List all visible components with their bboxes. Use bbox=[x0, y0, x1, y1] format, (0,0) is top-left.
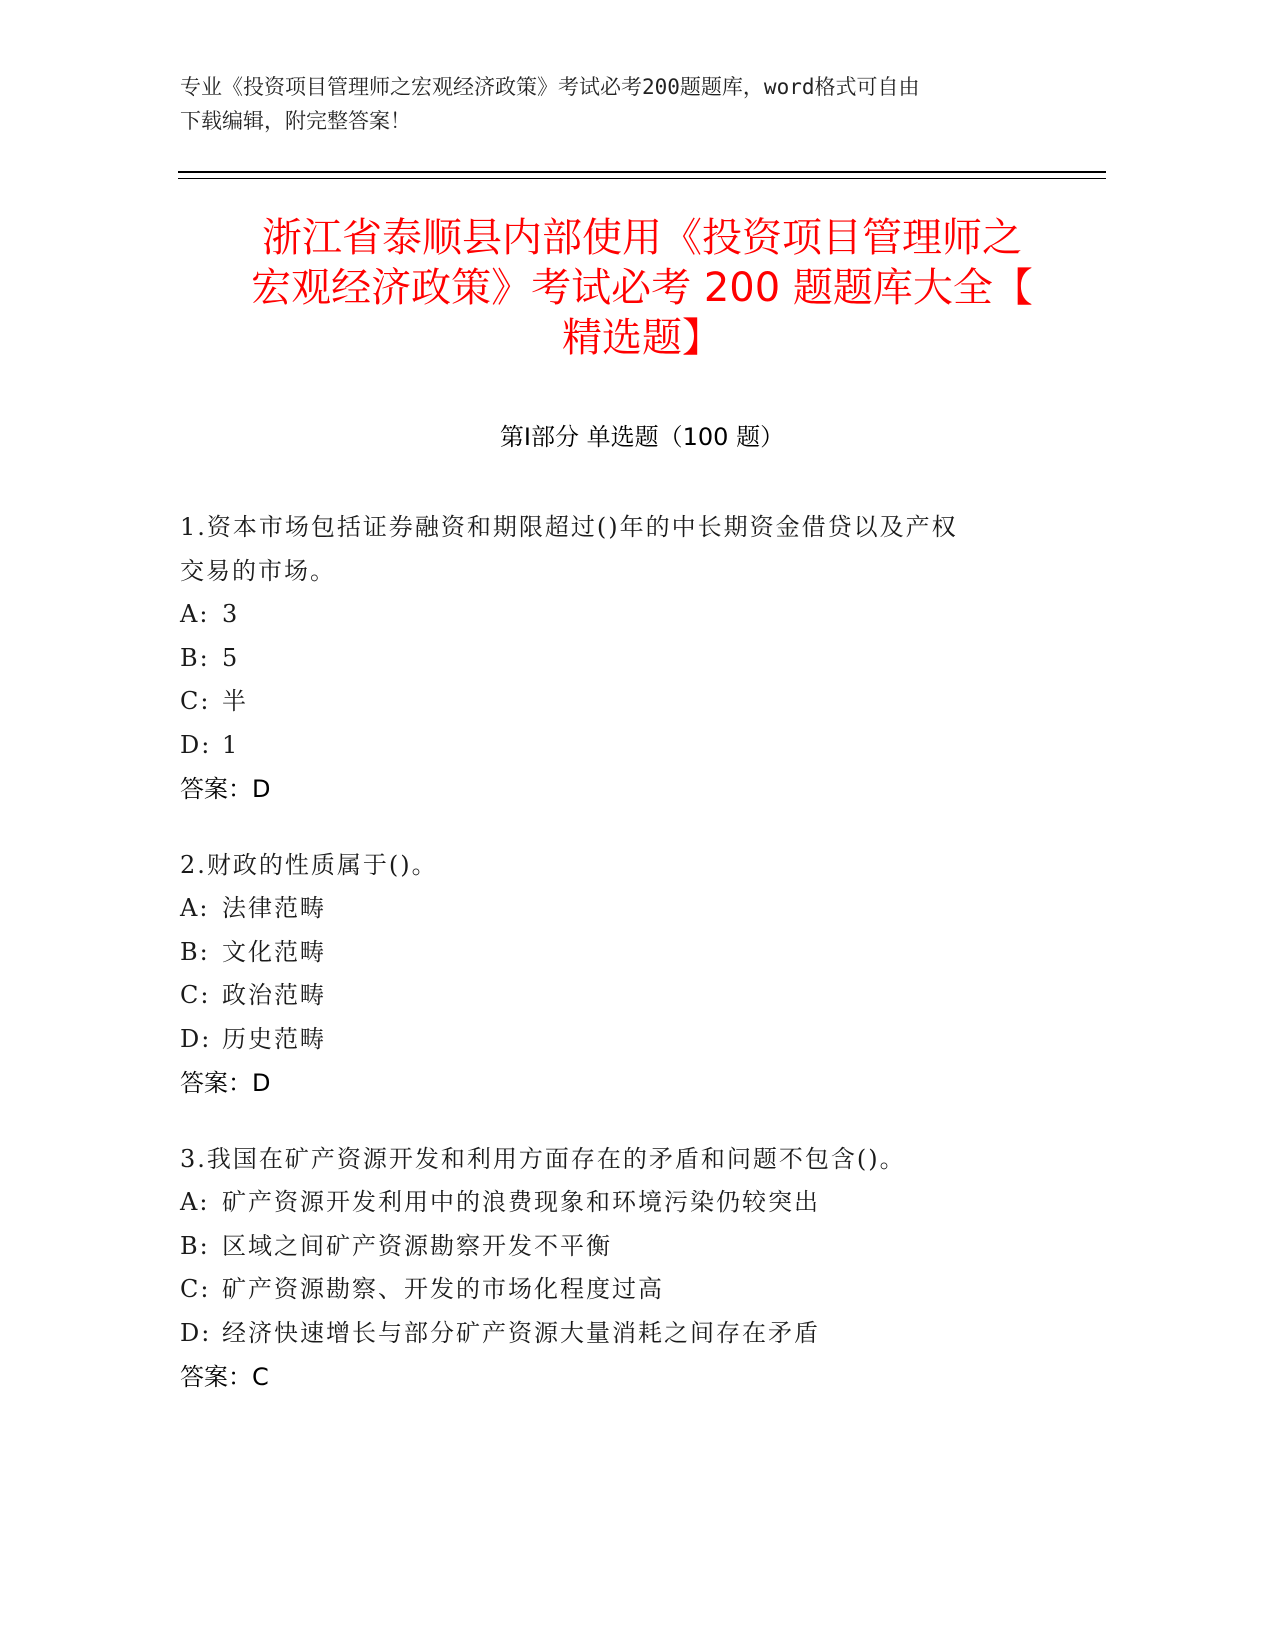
option-b bbox=[180, 931, 1080, 975]
option-text: 矿产资源开发利用中的浪费现象和环境污染仍较突出 bbox=[222, 1188, 820, 1216]
option-text: 区域之间矿产资源勘察开发不平衡 bbox=[222, 1231, 612, 1260]
document-title bbox=[178, 213, 1106, 363]
option-a bbox=[180, 1181, 1080, 1225]
option-text: 历史范畴 bbox=[222, 1024, 326, 1053]
question-1 bbox=[180, 505, 1080, 811]
question-3 bbox=[180, 1137, 1080, 1399]
option-a bbox=[180, 887, 1080, 931]
answer: 答案：C bbox=[180, 1363, 269, 1391]
question-stem: 交易的市场。 bbox=[180, 557, 336, 585]
option-letter: B: bbox=[180, 937, 210, 966]
option-text: 文化范畴 bbox=[222, 937, 326, 966]
title-line: 浙江省泰顺县内部使用《投资项目管理师之 bbox=[262, 215, 1022, 261]
answer: 答案：D bbox=[180, 775, 271, 803]
option-text: 半 bbox=[222, 687, 248, 715]
option-d bbox=[180, 1312, 1080, 1356]
option-letter: B: bbox=[180, 1231, 210, 1260]
option-c bbox=[180, 680, 1080, 724]
option-letter: D: bbox=[180, 730, 212, 759]
option-letter: A: bbox=[180, 1188, 210, 1216]
header-note bbox=[180, 70, 1080, 138]
option-b bbox=[180, 1225, 1080, 1269]
option-letter: D: bbox=[180, 1024, 212, 1053]
question-list bbox=[180, 505, 1080, 1431]
question-stem: 3.我国在矿产资源开发和利用方面存在的矛盾和问题不包含()。 bbox=[180, 1145, 906, 1173]
option-c bbox=[180, 974, 1080, 1018]
option-letter: D: bbox=[180, 1318, 212, 1347]
option-letter: A: bbox=[180, 894, 210, 922]
option-letter: C: bbox=[180, 981, 211, 1009]
answer: 答案：D bbox=[180, 1069, 271, 1097]
option-text: 政治范畴 bbox=[222, 981, 326, 1009]
option-text: 1 bbox=[222, 730, 240, 759]
header-divider-thin bbox=[178, 178, 1106, 179]
section-heading: 第Ⅰ部分 单选题（100 题） bbox=[499, 423, 785, 451]
option-b bbox=[180, 637, 1080, 681]
option-d bbox=[180, 724, 1080, 768]
option-c bbox=[180, 1268, 1080, 1312]
question-stem: 2.财政的性质属于()。 bbox=[180, 851, 438, 879]
option-text: 法律范畴 bbox=[222, 894, 326, 922]
question-2 bbox=[180, 843, 1080, 1105]
option-text: 5 bbox=[222, 643, 240, 672]
header-note-line: 专业《投资项目管理师之宏观经济政策》考试必考200题题库，word格式可自由 bbox=[180, 75, 920, 99]
title-line: 宏观经济政策》考试必考 200 题题库大全【 bbox=[251, 265, 1033, 311]
option-letter: B: bbox=[180, 643, 210, 672]
option-d bbox=[180, 1018, 1080, 1062]
header-divider-thick bbox=[178, 171, 1106, 173]
title-line: 精选题】 bbox=[562, 315, 722, 361]
option-letter: A: bbox=[180, 600, 210, 628]
option-text: 经济快速增长与部分矿产资源大量消耗之间存在矛盾 bbox=[222, 1318, 820, 1347]
option-letter: C: bbox=[180, 687, 211, 715]
question-stem: 1.资本市场包括证券融资和期限超过()年的中长期资金借贷以及产权 bbox=[180, 513, 958, 541]
option-a bbox=[180, 593, 1080, 637]
option-text: 3 bbox=[222, 600, 240, 628]
option-letter: C: bbox=[180, 1275, 211, 1303]
header-note-line: 下载编辑，附完整答案！ bbox=[180, 109, 411, 133]
option-text: 矿产资源勘察、开发的市场化程度过高 bbox=[222, 1275, 664, 1303]
